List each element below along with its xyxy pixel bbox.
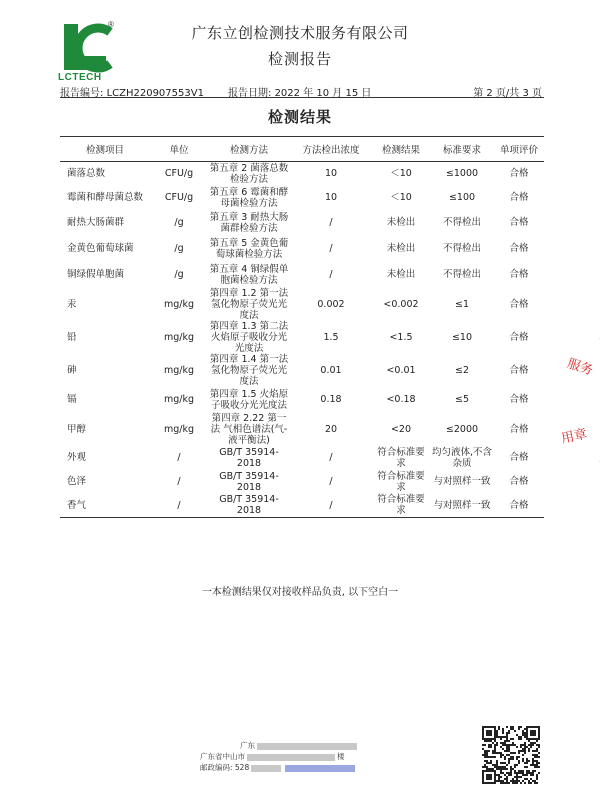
official-seal-stamp xyxy=(556,330,600,470)
column-header: 单位 xyxy=(150,137,208,162)
cell-unit: CFU/g xyxy=(164,192,194,203)
footer-contact xyxy=(200,740,359,773)
cell-unit: /g xyxy=(174,217,184,228)
cell-item: 铜绿假单胞菌 xyxy=(67,269,125,280)
cell-unit: mg/kg xyxy=(163,298,195,310)
cell-result: <0.002 xyxy=(383,298,419,310)
cell-unit: / xyxy=(150,494,208,518)
qr-code-icon xyxy=(482,726,540,784)
cell-verdict: 合格 xyxy=(509,452,529,463)
table-row xyxy=(60,354,544,387)
cell-item: 金黄色葡萄球菌 xyxy=(67,243,134,254)
cell-verdict: 合格 xyxy=(509,168,529,180)
cell-unit: /g xyxy=(174,243,184,254)
cell-method: 第四章 1.5 火焰原子吸收分光光度法 xyxy=(209,388,289,411)
column-header: 单项评价 xyxy=(494,137,544,162)
cell-unit: /g xyxy=(174,269,184,280)
cell-method: 第五章 6 霉菌和酵母菌检验方法 xyxy=(209,186,289,209)
cell-standard: ≤5 xyxy=(454,394,469,405)
table-row xyxy=(60,494,544,518)
cell-method: 第五章 3 耐热大肠菌群检验方法 xyxy=(209,211,289,234)
cell-result: 符合标准要求 xyxy=(372,494,430,518)
cell-verdict: 合格 xyxy=(509,243,529,254)
seal-text-top: 服务 xyxy=(565,356,595,379)
cell-method: 第五章 5 金黄色葡萄球菌检验方法 xyxy=(209,237,289,260)
cell-standard: 不得检出 xyxy=(442,243,481,254)
cell-result: <0.01 xyxy=(386,364,416,376)
cell-unit: mg/kg xyxy=(163,394,195,405)
cell-result: 符合标准要求 xyxy=(377,470,425,493)
cell-standard: ≤1 xyxy=(454,298,469,310)
report-number: 报告编号: LCZH220907553V1 xyxy=(60,88,204,99)
cell-standard: ≤10 xyxy=(451,331,473,343)
cell-standard: 均匀液体,不含杂质 xyxy=(431,446,493,469)
table-row xyxy=(60,262,544,288)
end-note: 一本检测结果仅对接收样品负责, 以下空白一 xyxy=(201,587,399,598)
cell-limit: 0.18 xyxy=(320,394,342,405)
table-row xyxy=(60,321,544,354)
cell-limit: / xyxy=(329,452,333,463)
column-header: 检测结果 xyxy=(372,137,430,162)
cell-result: ＜10 xyxy=(390,168,412,180)
cell-verdict: 合格 xyxy=(509,476,529,487)
cell-verdict: 合格 xyxy=(509,192,529,203)
cell-item: 耐热大肠菌群 xyxy=(67,217,125,228)
cell-result: ＜10 xyxy=(390,192,412,203)
cell-result: 未检出 xyxy=(386,217,416,228)
cell-verdict: 合格 xyxy=(509,298,529,310)
cell-item: 汞 xyxy=(67,298,77,310)
cell-limit: 20 xyxy=(324,423,338,435)
cell-unit: mg/kg xyxy=(163,423,195,435)
logo-text: LCTECH xyxy=(58,72,102,83)
cell-unit: mg/kg xyxy=(163,364,195,376)
cell-limit: 1.5 xyxy=(323,331,339,343)
cell-limit: / xyxy=(290,494,372,518)
cell-method: 第四章 1.2 第一法 氢化物原子荧光光度法 xyxy=(209,287,289,321)
cell-method: GB/T 35914-2018 xyxy=(219,446,279,469)
cell-standard: ≤100 xyxy=(448,192,476,203)
cell-unit: CFU/g xyxy=(164,168,194,180)
seal-text-bottom: 用章 xyxy=(560,426,589,447)
section-title: 检测结果 xyxy=(267,108,332,126)
cell-item: 镉 xyxy=(67,394,77,405)
cell-standard: 不得检出 xyxy=(442,269,481,280)
cell-verdict: 合格 xyxy=(509,364,529,376)
cell-standard: 不得检出 xyxy=(442,217,481,228)
header-divider xyxy=(60,97,544,98)
footer-line-3: 邮政编码: 528 xyxy=(200,762,359,773)
cell-verdict: 合格 xyxy=(509,331,529,343)
registered-mark: ® xyxy=(108,20,114,29)
cell-verdict: 合格 xyxy=(509,423,529,435)
column-header: 方法检出浓度 xyxy=(290,137,372,162)
cell-limit: 0.01 xyxy=(320,364,342,376)
cell-unit: / xyxy=(177,476,181,487)
report-date: 报告日期: 2022 年 10 月 15 日 xyxy=(228,88,372,99)
cell-method: GB/T 35914-2018 xyxy=(219,470,279,493)
cell-limit: 0.002 xyxy=(317,298,345,310)
cell-result: <20 xyxy=(390,423,412,435)
cell-item: 甲醇 xyxy=(67,423,87,435)
cell-item: 菌落总数 xyxy=(67,168,106,180)
cell-limit: 10 xyxy=(324,168,338,180)
cell-item: 铅 xyxy=(67,331,77,343)
cell-limit: 10 xyxy=(324,192,338,203)
cell-limit: / xyxy=(329,269,333,280)
cell-item: 外观 xyxy=(67,452,87,463)
cell-result: 未检出 xyxy=(386,269,416,280)
table-row xyxy=(60,387,544,413)
cell-standard: 与对照样一致 xyxy=(433,476,491,487)
cell-method: 第五章 4 铜绿假单胞菌检验方法 xyxy=(209,263,289,286)
cell-method: 第四章 2.22 第一法 气相色谱法(气-液平衡法) xyxy=(210,412,288,446)
table-row xyxy=(60,470,544,494)
cell-result: 未检出 xyxy=(386,243,416,254)
cell-standard: ≤2000 xyxy=(445,423,479,435)
cell-item: 色泽 xyxy=(67,476,87,487)
cell-limit: / xyxy=(329,476,333,487)
table-row xyxy=(60,413,544,446)
cell-verdict: 合格 xyxy=(494,494,544,518)
cell-result: <1.5 xyxy=(389,331,413,343)
cell-method: 第四章 1.3 第二法 火焰原子吸收分光光度法 xyxy=(209,320,289,354)
cell-verdict: 合格 xyxy=(509,269,529,280)
footer-line-2: 广东省中山市 楼 xyxy=(200,752,345,761)
cell-unit: mg/kg xyxy=(163,331,195,343)
table-row xyxy=(60,162,544,186)
table-row xyxy=(60,446,544,470)
cell-item: 砷 xyxy=(67,364,77,376)
cell-unit: / xyxy=(177,452,181,463)
cell-item: 香气 xyxy=(60,494,150,518)
cell-method: GB/T 35914-2018 xyxy=(208,494,290,518)
cell-method: 第四章 1.4 第一法 氢化物原子荧光光度法 xyxy=(209,353,289,387)
table-row xyxy=(60,186,544,210)
report-title: 检测报告 xyxy=(267,50,332,68)
table-row xyxy=(60,236,544,262)
cell-standard: ≤1000 xyxy=(445,168,479,180)
table-header-row xyxy=(60,137,544,162)
cell-standard: ≤2 xyxy=(454,364,469,376)
cell-result: <0.18 xyxy=(386,394,416,405)
cell-limit: / xyxy=(329,217,333,228)
column-header: 检测方法 xyxy=(208,137,290,162)
cell-result: 符合标准要求 xyxy=(377,446,425,469)
cell-item: 霉菌和酵母菌总数 xyxy=(67,192,144,203)
page-info: 第 2 页/共 3 页 xyxy=(473,88,542,99)
table-row xyxy=(60,210,544,236)
footer-line-1: 广东 xyxy=(200,740,359,751)
cell-standard: 与对照样一致 xyxy=(430,494,494,518)
table-row xyxy=(60,288,544,321)
cell-verdict: 合格 xyxy=(509,217,529,228)
company-name: 广东立创检测技术服务有限公司 xyxy=(191,24,409,42)
cell-limit: / xyxy=(329,243,333,254)
column-header: 标准要求 xyxy=(430,137,494,162)
results-table xyxy=(60,136,544,518)
cell-method: 第五章 2 菌落总数检验方法 xyxy=(209,162,289,185)
column-header: 检测项目 xyxy=(60,137,150,162)
cell-verdict: 合格 xyxy=(509,394,529,405)
